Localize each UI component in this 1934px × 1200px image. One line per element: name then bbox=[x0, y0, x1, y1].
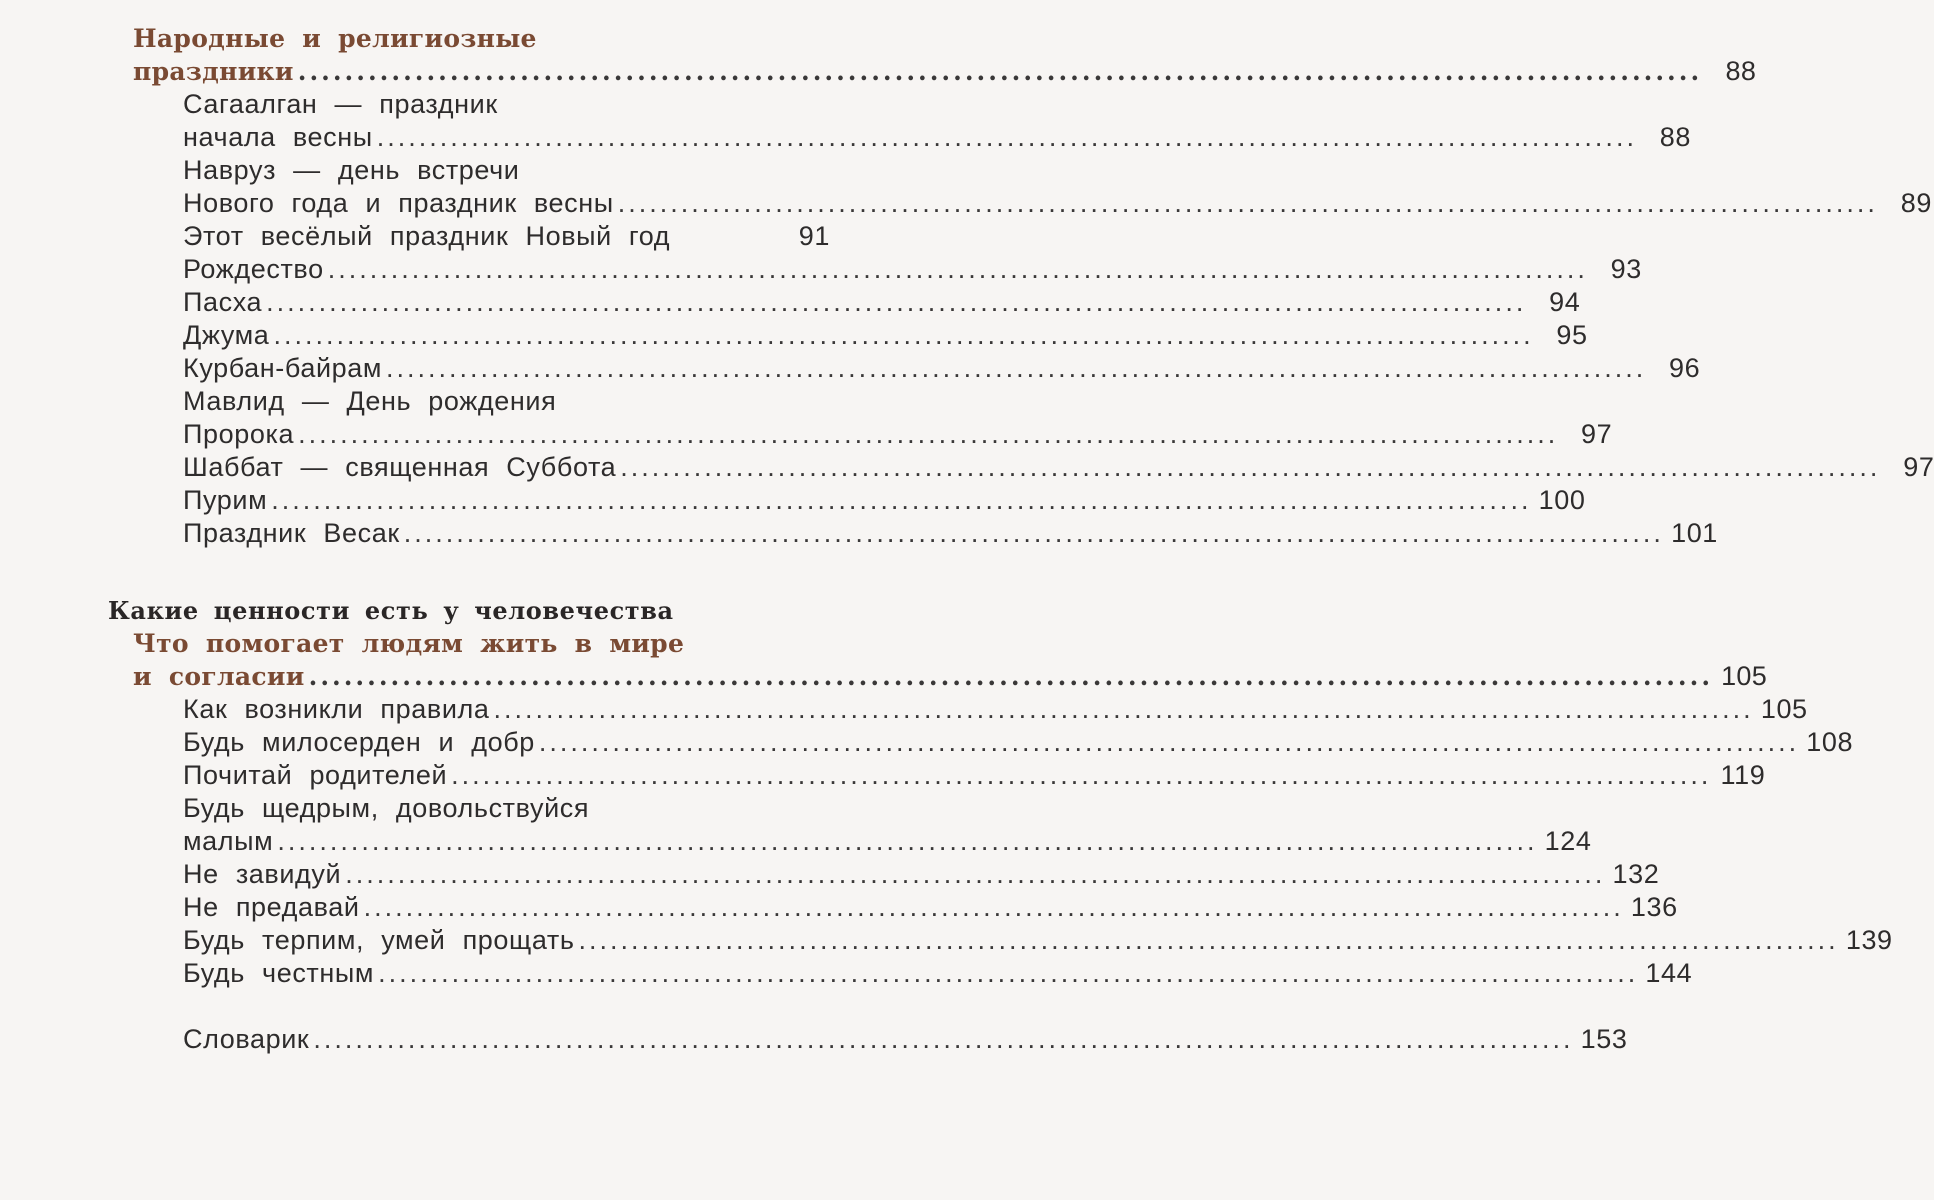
spacer bbox=[0, 550, 900, 594]
toc-line bbox=[0, 121, 1691, 154]
toc-line-text: начала весны bbox=[183, 122, 373, 152]
dot-leader: ........................................................................................................................ bbox=[378, 958, 1639, 988]
toc-line bbox=[0, 253, 1642, 286]
toc-line-text: Джума bbox=[183, 320, 270, 350]
toc-line bbox=[0, 55, 1757, 88]
toc-line-text: Шаббат — священная Суббота bbox=[183, 452, 617, 482]
toc-line bbox=[0, 319, 1588, 352]
dot-leader: ........................................................................................................................ bbox=[313, 1024, 1574, 1054]
dot-leader: ........................................................................................................................ bbox=[403, 518, 1664, 548]
page-number: 144 bbox=[1645, 958, 1693, 988]
dot-leader: ........................................................................................................................ bbox=[271, 485, 1532, 515]
page-number: 89 bbox=[1900, 188, 1932, 218]
dot-leader: ........................................................................................................................ bbox=[266, 287, 1527, 317]
toc-entry[interactable] bbox=[0, 352, 1701, 385]
toc-entry[interactable] bbox=[0, 957, 1693, 990]
page-number: 97 bbox=[1581, 419, 1613, 449]
dot-leader: ........................................................................................................................ bbox=[363, 892, 1624, 922]
toc-entry[interactable] bbox=[0, 759, 1766, 792]
toc-line bbox=[0, 517, 1718, 550]
page-number: 136 bbox=[1630, 892, 1678, 922]
dot-leader: ........................................................................................................................ bbox=[493, 694, 1754, 724]
dot-leader: ........................................................................................................................ bbox=[298, 419, 1559, 449]
toc-line-text: Будь щедрым, довольствуйся bbox=[183, 793, 590, 823]
toc-line bbox=[0, 352, 1701, 385]
page-number: 105 bbox=[1760, 694, 1808, 724]
page-number: 97 bbox=[1903, 452, 1934, 482]
spacer bbox=[0, 990, 900, 1023]
dot-leader: ........................................................................................................................ bbox=[538, 727, 1800, 757]
toc-entry[interactable] bbox=[0, 484, 1586, 517]
toc-entry[interactable] bbox=[0, 924, 1893, 957]
page-number: 108 bbox=[1806, 727, 1854, 757]
toc-line bbox=[0, 220, 900, 253]
toc-line-text: Сагаалган — праздник bbox=[183, 89, 498, 119]
dot-leader: ........................................................................................................................ bbox=[308, 662, 1714, 691]
page-number: 153 bbox=[1580, 1024, 1628, 1054]
toc-heading[interactable] bbox=[0, 627, 1768, 693]
toc-line bbox=[0, 187, 1932, 220]
section-title bbox=[0, 594, 900, 627]
toc-line bbox=[0, 759, 1766, 792]
toc-line-text: Пророка bbox=[183, 419, 295, 449]
toc-line bbox=[0, 594, 900, 627]
page-number: 105 bbox=[1721, 661, 1768, 691]
toc-line-text: Этот весёлый праздник Новый год bbox=[183, 221, 671, 251]
toc-line bbox=[0, 660, 1768, 693]
toc-entry[interactable] bbox=[0, 253, 1642, 286]
toc-entry[interactable] bbox=[0, 451, 1934, 484]
toc-entry[interactable] bbox=[0, 792, 1592, 858]
toc-line-text: Мавлид — День рождения bbox=[183, 386, 557, 416]
dot-leader: ........................................................................................................................ bbox=[327, 254, 1588, 284]
toc-line-text: малым bbox=[183, 826, 274, 856]
page-number: 100 bbox=[1538, 485, 1586, 515]
toc-line bbox=[0, 484, 1586, 517]
page-number: 94 bbox=[1549, 287, 1581, 317]
toc-entry[interactable] bbox=[0, 693, 1808, 726]
toc-line-text: Не предавай bbox=[183, 892, 360, 922]
toc-line bbox=[0, 451, 1934, 484]
toc-entry[interactable] bbox=[0, 1023, 1628, 1056]
toc-line bbox=[0, 385, 900, 418]
toc-line bbox=[0, 627, 900, 660]
page-number: 96 bbox=[1669, 353, 1701, 383]
page-number: 139 bbox=[1845, 925, 1893, 955]
toc-entry[interactable] bbox=[0, 891, 1678, 924]
toc-line-text: Почитай родителей bbox=[183, 760, 448, 790]
toc-line-text: Как возникли правила bbox=[183, 694, 490, 724]
toc-line bbox=[0, 22, 900, 55]
toc-line-text: Праздник Весак bbox=[183, 518, 400, 548]
dot-leader: ........................................................................................................................ bbox=[297, 57, 1703, 86]
toc-line-text: Будь терпим, умей прощать bbox=[183, 925, 575, 955]
page-number: 95 bbox=[1556, 320, 1588, 350]
toc-line-text: праздники bbox=[133, 57, 294, 86]
toc-line-text: Народные и религиозные bbox=[133, 24, 537, 53]
toc-line bbox=[0, 418, 1613, 451]
toc-line-text: Словарик bbox=[183, 1024, 310, 1054]
dot-leader: ........................................................................................................................ bbox=[578, 925, 1839, 955]
dot-leader: ........................................................................................................................ bbox=[345, 859, 1606, 889]
toc-entry[interactable] bbox=[0, 154, 1932, 220]
dot-leader: ........................................................................................................................ bbox=[273, 320, 1534, 350]
toc-entry[interactable] bbox=[0, 220, 900, 253]
page-number: 88 bbox=[1725, 56, 1757, 86]
dot-leader: ........................................................................................................................ bbox=[277, 826, 1538, 856]
toc-entry[interactable] bbox=[0, 286, 1581, 319]
toc-line bbox=[0, 891, 1678, 924]
toc-line bbox=[0, 88, 900, 121]
toc-line-text: Какие ценности есть у человечества bbox=[108, 596, 674, 625]
toc-line bbox=[0, 1023, 1628, 1056]
toc-entry[interactable] bbox=[0, 385, 1613, 451]
toc-line-text: Не завидуй bbox=[183, 859, 342, 889]
page-number: 132 bbox=[1612, 859, 1660, 889]
toc-entry[interactable] bbox=[0, 88, 1691, 154]
toc-line-text: Пурим bbox=[183, 485, 268, 515]
dot-leader: ........................................................................................................................ bbox=[617, 188, 1878, 218]
toc-entry[interactable] bbox=[0, 517, 1718, 550]
table-of-contents bbox=[0, 22, 1934, 1056]
toc-entry[interactable] bbox=[0, 858, 1660, 891]
dot-leader: ........................................................................................................................ bbox=[451, 760, 1712, 790]
dot-leader: ........................................................................................................................ bbox=[376, 122, 1637, 152]
toc-line-text: Курбан-байрам bbox=[183, 353, 383, 383]
toc-line-text: Что помогает людям жить в мире bbox=[133, 629, 685, 658]
toc-line bbox=[0, 825, 1592, 858]
toc-heading[interactable] bbox=[0, 22, 1757, 88]
toc-line bbox=[0, 726, 1854, 759]
page-number: 101 bbox=[1671, 518, 1718, 548]
toc-line bbox=[0, 924, 1893, 957]
toc-line bbox=[0, 792, 900, 825]
toc-line-text: Будь милосерден и добр bbox=[183, 727, 535, 757]
page-number: 88 bbox=[1659, 122, 1691, 152]
page-number: 93 bbox=[1610, 254, 1642, 284]
toc-line bbox=[0, 957, 1693, 990]
dot-leader: ........................................................................................................................ bbox=[386, 353, 1647, 383]
page-number: 91 bbox=[798, 221, 830, 251]
dot-leader bbox=[674, 220, 776, 253]
page-number: 124 bbox=[1544, 826, 1592, 856]
toc-line bbox=[0, 154, 900, 187]
dot-leader: ........................................................................................................................ bbox=[620, 452, 1881, 482]
toc-line bbox=[0, 693, 1808, 726]
toc-line-text: Будь честным bbox=[183, 958, 375, 988]
toc-line-text: Пасха bbox=[183, 287, 263, 317]
toc-entry[interactable] bbox=[0, 319, 1588, 352]
toc-line-text: Навруз — день встречи bbox=[183, 155, 520, 185]
toc-line-text: Нового года и праздник весны bbox=[183, 188, 614, 218]
toc-line-text: Рождество bbox=[183, 254, 324, 284]
toc-entry[interactable] bbox=[0, 726, 1854, 759]
page-number: 119 bbox=[1720, 760, 1766, 790]
toc-line bbox=[0, 286, 1581, 319]
toc-line-text: и согласии bbox=[133, 662, 305, 691]
toc-line bbox=[0, 858, 1660, 891]
